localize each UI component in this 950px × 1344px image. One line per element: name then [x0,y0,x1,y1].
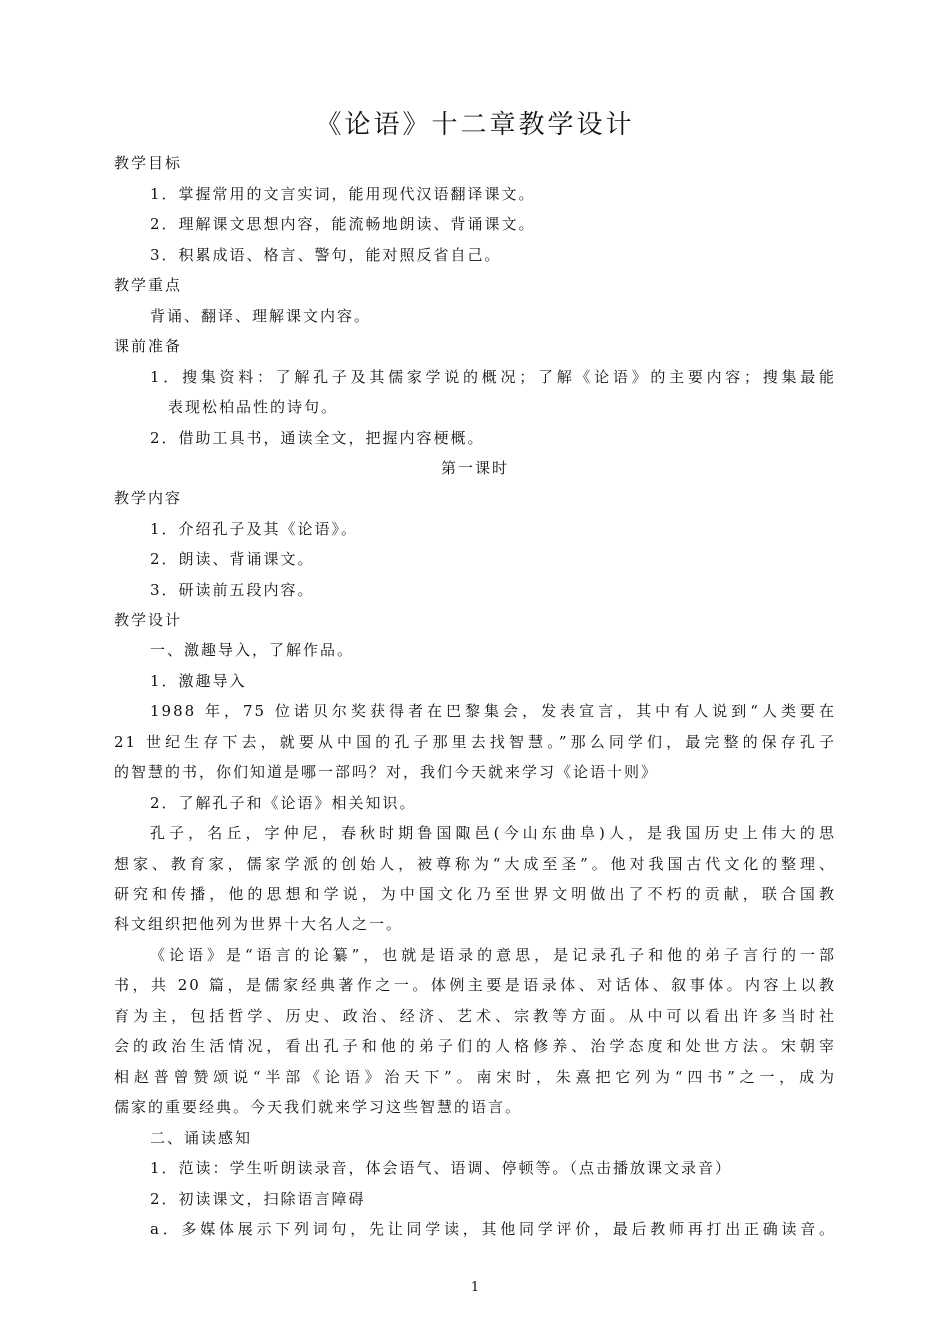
step-2-heading: 2．了解孔子和《论语》相关知识。 [150,794,417,812]
lesson-title: 第一课时 [440,459,509,477]
para-2-line-4: 科文组织把他列为世界十大名人之一。 [114,915,404,933]
goal-item-1: 1．掌握常用的文言实词，能用现代汉语翻译课文。 [150,185,536,203]
para-3-line-6: 儒家的重要经典。今天我们就来学习这些智慧的语言。 [114,1098,523,1116]
para-1-line-1: 1988 年，75 位诺贝尔奖获得者在巴黎集会，发表宣言，其中有人说到“人类要在 [150,702,836,720]
page-number: 1 [470,1280,480,1295]
part-2-heading: 二、诵读感知 [150,1129,253,1147]
heading-teaching-content: 教学内容 [114,489,183,507]
content-item-3: 3．研读前五段内容。 [150,581,315,599]
heading-teaching-focus: 教学重点 [114,276,183,294]
content-item-2: 2．朗读、背诵课文。 [150,550,315,568]
goal-item-2: 2．理解课文思想内容，能流畅地朗读、背诵课文。 [150,215,536,233]
part-1-heading: 一、激趣导入，了解作品。 [150,641,355,659]
content-item-1: 1．介绍孔子及其《论语》。 [150,520,359,538]
para-3-line-3: 育为主，包括哲学、历史、政治、经济、艺术、宗教等方面。从中可以看出许多当时社 [114,1007,836,1025]
para-3-line-2: 书，共 20 篇，是儒家经典著作之一。体例主要是语录体、对话体、叙事体。内容上以教 [114,976,836,994]
heading-teaching-goals: 教学目标 [114,154,183,172]
read-item-1: 1．范读：学生听朗读录音，体会语气、语调、停顿等。（点击播放课文录音） [150,1159,733,1177]
prep-item-1-line-1: 1．搜集资料：了解孔子及其儒家学说的概况；了解《论语》的主要内容；搜集最能 [150,368,836,386]
para-1-line-3: 的智慧的书，你们知道是哪一部吗？对，我们今天就来学习《论语十则》 [114,763,659,781]
para-2-line-2: 想家、教育家，儒家学派的创始人，被尊称为“大成至圣”。他对我国古代文化的整理、 [114,855,836,873]
para-3-line-4: 会的政治生活情况，看出孔子和他的弟子们的人格修养、治学态度和处世方法。宋朝宰 [114,1037,836,1055]
step-1-heading: 1．激趣导入 [150,672,247,690]
para-3-line-1: 《论语》是“语言的论纂”，也就是语录的意思，是记录孔子和他的弟子言行的一部 [150,946,836,964]
para-1-line-2: 21 世纪生存下去，就要从中国的孔子那里去找智慧。”那么同学们，最完整的保存孔子 [114,733,836,751]
prep-item-2: 2．借助工具书，通读全文，把握内容梗概。 [150,429,485,447]
para-2-line-1: 孔子，名丘，字仲尼，春秋时期鲁国陬邑(今山东曲阜)人，是我国历史上伟大的思 [150,824,836,842]
focus-text: 背诵、翻译、理解课文内容。 [150,307,372,325]
heading-preparation: 课前准备 [114,337,183,355]
read-item-a: a．多媒体展示下列词句，先让同学读，其他同学评价，最后教师再打出正确读音。 [150,1220,836,1238]
para-3-line-5: 相赵普曾赞颂说“半部《论语》治天下”。南宋时，朱熹把它列为“四书”之一，成为 [114,1068,836,1086]
goal-item-3: 3．积累成语、格言、警句，能对照反省自己。 [150,246,502,264]
prep-item-1-line-2: 表现松柏品性的诗句。 [168,398,339,416]
para-2-line-3: 研究和传播，他的思想和学说，为中国文化乃至世界文明做出了不朽的贡献，联合国教 [114,885,836,903]
heading-teaching-design: 教学设计 [114,611,183,629]
read-item-2: 2．初读课文，扫除语言障碍 [150,1190,366,1208]
document-title: 《论语》十二章教学设计 [315,110,635,140]
